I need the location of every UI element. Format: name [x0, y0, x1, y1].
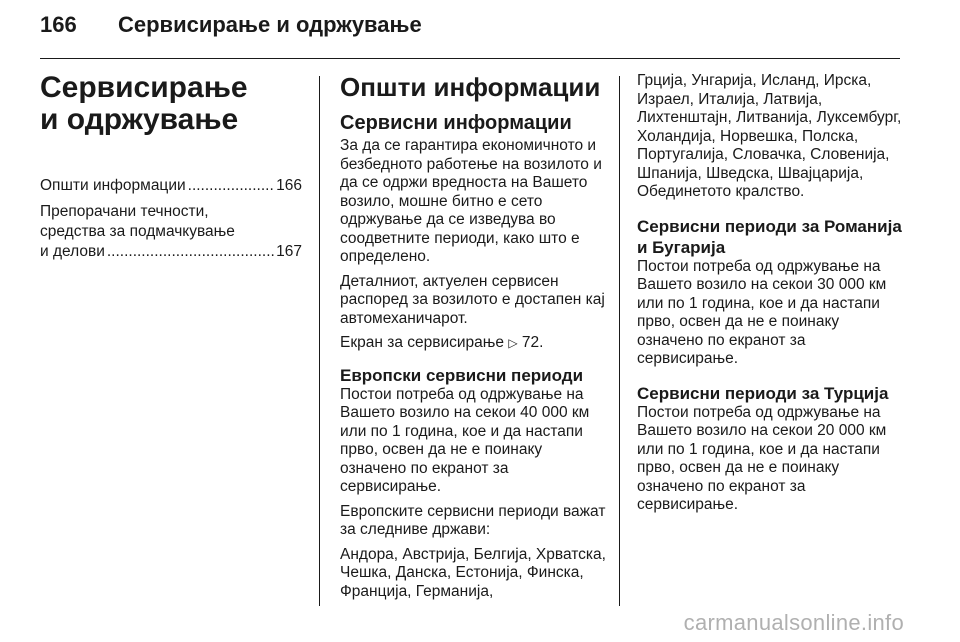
column-divider-1	[319, 76, 320, 606]
page-header	[40, 12, 422, 38]
section-heading: Општи информации	[340, 72, 601, 102]
paragraph: За да се гарантира економичното и безбедното работење на возилото и да се одржи вредноста на Вашето возило, мошне битно е сето одржување да се изведува во соодветните периоди, како што е определено.	[340, 137, 602, 265]
watermark: carmanualsonline.info	[683, 610, 904, 635]
paragraph: Постои потреба од одржување на Вашето возило на секои 20 000 км или по 1 година, кое и да настапи прво, освен да не е поинаку означено по екранот за сервисирање.	[637, 403, 887, 513]
paragraph-country-list: Андора, Австрија, Белгија, Хрватска, Чешка, Данска, Естонија, Финска, Франција, Германија,	[340, 545, 606, 600]
page-reference-icon: ▷	[508, 336, 518, 350]
subsection-heading: Сервисни информации	[340, 112, 572, 134]
toc-item-label: Препорачани течности,	[40, 203, 209, 220]
toc-leader	[188, 176, 274, 196]
toc-column	[40, 72, 302, 268]
subheading-romania-bulgaria: Сервисни периоди за Романија и Бугарија	[637, 216, 902, 257]
toc-item-page: 166	[276, 177, 302, 194]
chapter-title: Сервисирање и одржување	[40, 71, 248, 136]
page-number: 166	[40, 12, 77, 37]
toc-leader	[107, 242, 274, 262]
page-reference-link[interactable]: 72.	[521, 334, 544, 351]
paragraph: Постои потреба од одржување на Вашето возило на секои 40 000 км или по 1 година, кое и да настапи прво, освен да не е поинаку означено по екранот за сервисирање.	[340, 385, 590, 495]
chapter-title-header: Сервисирање и одржување	[118, 12, 422, 37]
toc-item-label: и делови	[40, 243, 105, 260]
column-divider-2	[619, 76, 620, 606]
subheading-turkey: Сервисни периоди за Турција	[637, 383, 889, 403]
toc-item-page: 167	[276, 243, 302, 260]
header-rule	[40, 58, 900, 59]
content-column-3	[637, 72, 907, 521]
content-column-2	[340, 72, 608, 607]
paragraph-with-reference: Екран за сервисирање ▷ 72.	[340, 334, 544, 351]
paragraph: Постои потреба од одржување на Вашето возило на секои 30 000 км или по 1 година, кое и да настапи прво, освен да не е поинаку означено по екранот за сервисирање.	[637, 257, 887, 367]
toc-item-label: средства за подмачкување	[40, 223, 235, 240]
paragraph: Деталниот, актуелен сервисен распоред за возилото е достапен кај автомеханичарот.	[340, 272, 605, 327]
subheading-european-intervals: Европски сервисни периоди	[340, 365, 584, 385]
toc-item-fluids[interactable]	[40, 202, 302, 262]
paragraph: Европските сервисни периоди важат за следниве држави:	[340, 502, 606, 538]
paragraph-country-list: Грција, Унгарија, Исланд, Ирска, Израел, Италија, Латвија, Лихтенштајн, Литванија, Луксембург, Холандија, Норвешка, Полска, Португалија, Словачка, Словенија, Шпанија, Шведска, Швајцарија, Обединетото кралство.	[637, 72, 902, 200]
toc-item-label: Општи информации	[40, 177, 186, 194]
toc-item-general-info[interactable]	[40, 176, 302, 196]
